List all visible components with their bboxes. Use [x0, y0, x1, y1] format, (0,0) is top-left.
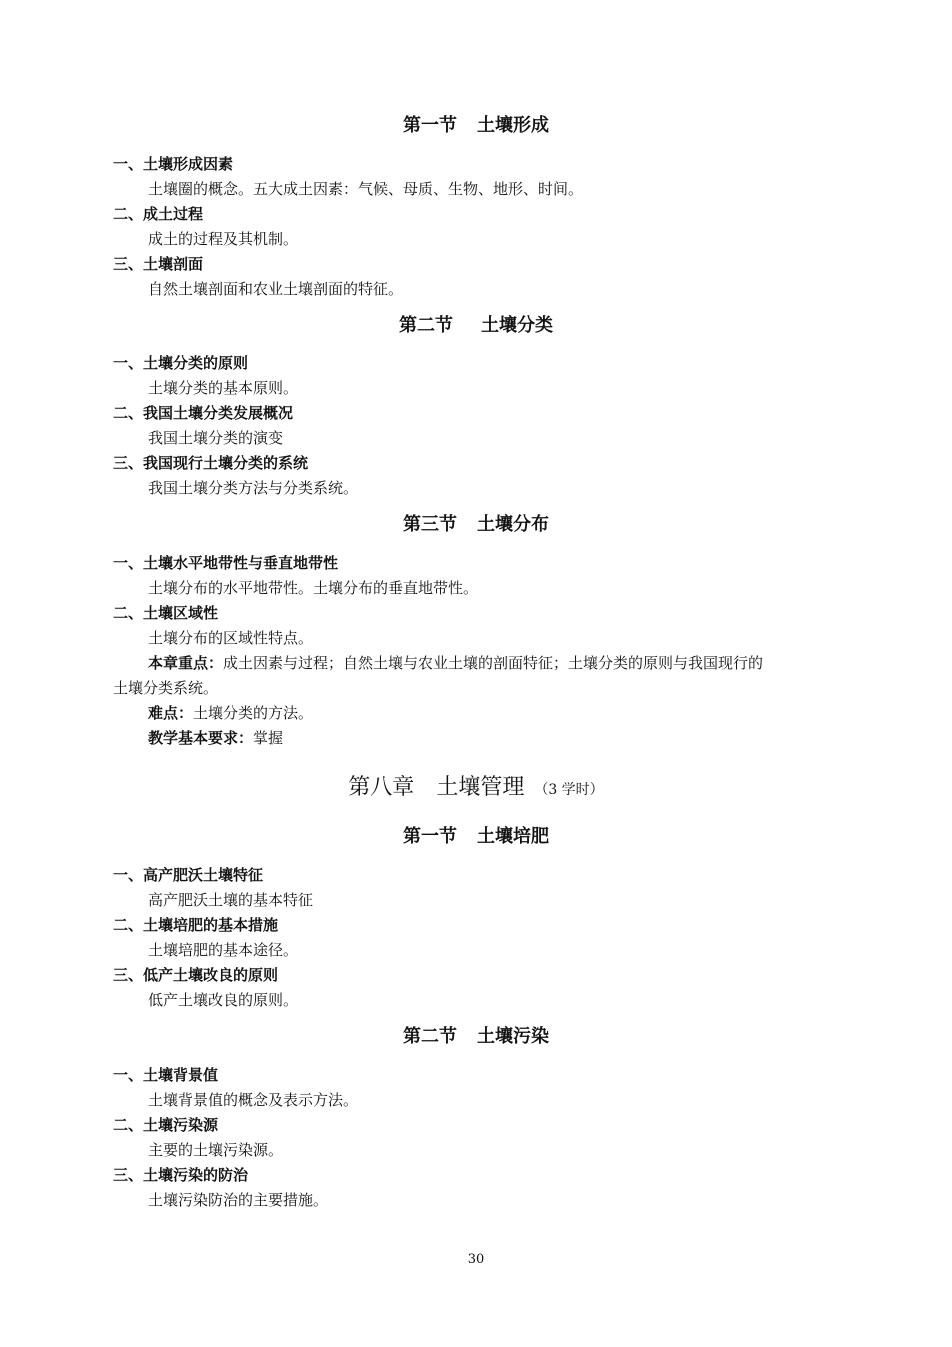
item-text: 土壤圈的概念。五大成土因素：气候、母质、生物、地形、时间。: [148, 180, 584, 198]
item-text: 土壤培肥的基本途径。: [148, 941, 299, 959]
item-heading: 一、土壤背景值: [113, 1066, 219, 1084]
chapter-key-points: [148, 652, 763, 674]
item-heading: 一、土壤形成因素: [113, 155, 234, 173]
section-subject: 土壤分布: [477, 514, 549, 535]
requirement-label: 教学基本要求：: [148, 729, 254, 747]
item-heading: 三、土壤污染的防治: [113, 1166, 249, 1184]
difficulty-label: 难点：: [148, 704, 194, 722]
item-heading: 二、我国土壤分类发展概况: [113, 404, 294, 422]
item-heading: 一、高产肥沃土壤特征: [113, 866, 264, 884]
chapter-title: [0, 774, 952, 804]
item-heading: 二、土壤污染源: [113, 1116, 219, 1134]
chapter-hours: （3 学时）: [534, 782, 604, 798]
item-text: 自然土壤剖面和农业土壤剖面的特征。: [148, 280, 404, 298]
teaching-requirement: [148, 727, 283, 749]
section-title-soil-classification: [0, 314, 952, 338]
section-subject: 土壤分类: [481, 315, 553, 336]
difficulty-text: 土壤分类的方法。: [193, 704, 314, 722]
item-text: 土壤背景值的概念及表示方法。: [148, 1091, 359, 1109]
item-heading: 二、土壤区域性: [113, 604, 219, 622]
section-subject: 土壤形成: [477, 115, 549, 136]
section-number: 第二节: [399, 315, 453, 336]
item-heading: 一、土壤分类的原则: [113, 354, 249, 372]
requirement-text: 掌握: [253, 729, 284, 747]
section-title-soil-pollution: [0, 1025, 952, 1049]
item-text: 主要的土壤污染源。: [148, 1141, 284, 1159]
item-text: 成土的过程及其机制。: [148, 230, 299, 248]
item-text: 土壤分类的基本原则。: [148, 379, 299, 397]
item-heading: 二、成土过程: [113, 205, 204, 223]
section-title-soil-fertility: [0, 825, 952, 849]
item-text: 土壤分布的区域性特点。: [148, 629, 314, 647]
item-text: 我国土壤分类的演变: [148, 429, 284, 447]
key-points-text: 成土因素与过程；自然土壤与农业土壤的剖面特征；土壤分类的原则与我国现行的: [223, 654, 764, 672]
page-number: 30: [467, 1252, 485, 1267]
section-subject: 土壤培肥: [477, 826, 549, 847]
section-number: 第一节: [403, 826, 457, 847]
chapter-subject: 土壤管理: [436, 775, 525, 800]
section-subject: 土壤污染: [477, 1026, 549, 1047]
item-heading: 二、土壤培肥的基本措施: [113, 916, 279, 934]
item-heading: 一、土壤水平地带性与垂直地带性: [113, 554, 339, 572]
item-text: 我国土壤分类方法与分类系统。: [148, 479, 359, 497]
item-heading: 三、低产土壤改良的原则: [113, 966, 279, 984]
item-text: 高产肥沃土壤的基本特征: [148, 891, 314, 909]
item-text: 土壤污染防治的主要措施。: [148, 1191, 329, 1209]
key-points-continuation: 土壤分类系统。: [113, 679, 219, 697]
section-number: 第二节: [403, 1026, 457, 1047]
section-number: 第三节: [403, 514, 457, 535]
item-heading: 三、我国现行土壤分类的系统: [113, 454, 309, 472]
section-number: 第一节: [403, 115, 457, 136]
item-heading: 三、土壤剖面: [113, 255, 204, 273]
section-title-soil-distribution: [0, 513, 952, 537]
section-title-soil-formation: [0, 114, 952, 138]
item-text: 土壤分布的水平地带性。土壤分布的垂直地带性。: [148, 579, 479, 597]
key-points-label: 本章重点：: [148, 654, 224, 672]
chapter-difficulty: [148, 702, 313, 724]
chapter-number: 第八章: [348, 775, 415, 800]
item-text: 低产土壤改良的原则。: [148, 991, 299, 1009]
